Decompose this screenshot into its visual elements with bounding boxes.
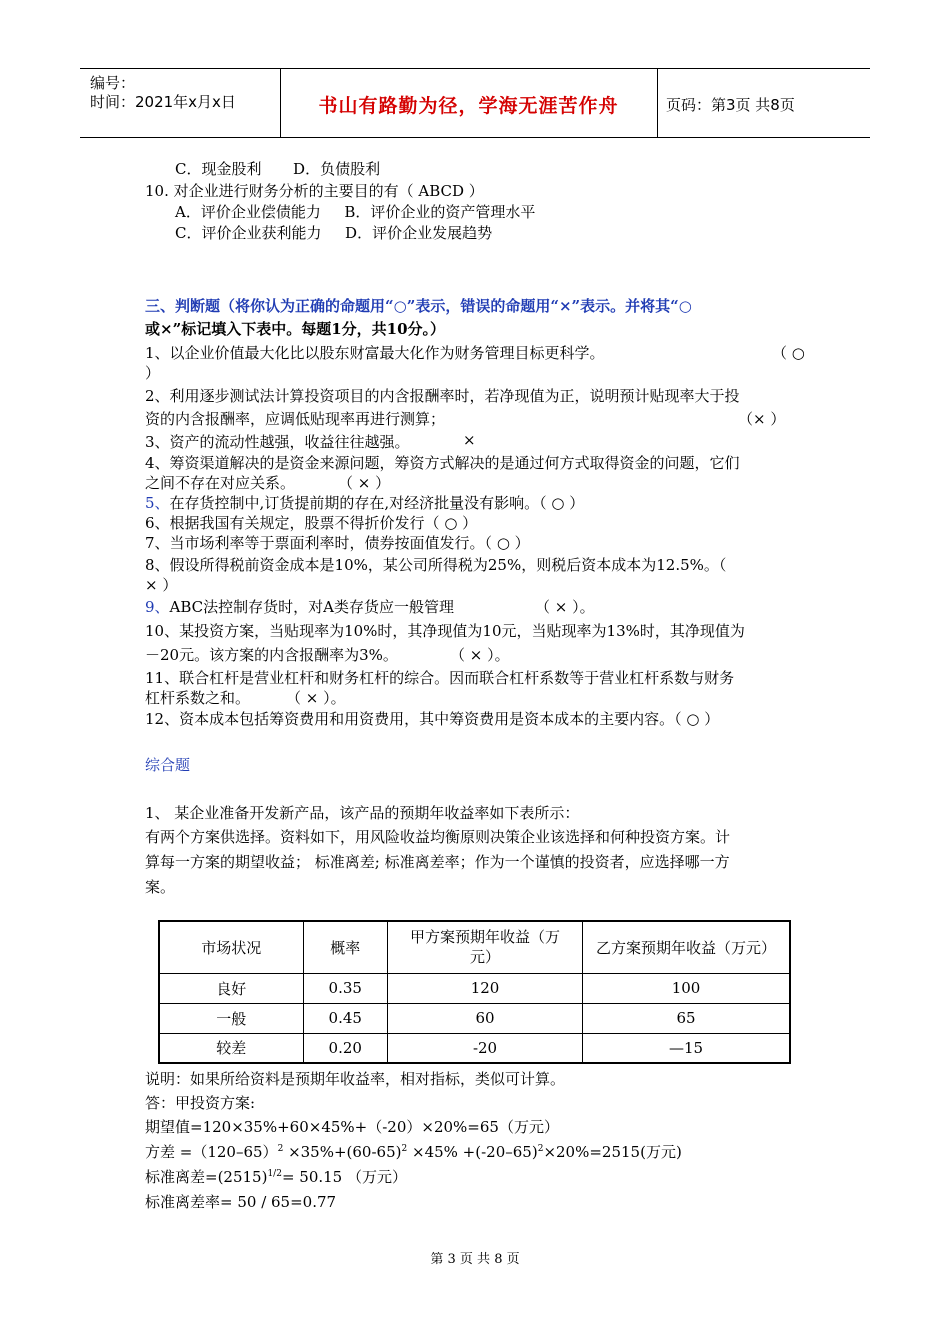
header-page-number: 页码：第3页 共8页: [666, 96, 795, 114]
table-cell: 0.45: [303, 1003, 387, 1033]
comprehensive-p2-line1: 有两个方案供选择。资料如下，用风险收益均衡原则决策企业该选择和何种投资方案。计: [145, 828, 731, 846]
page-header: [80, 68, 870, 138]
judge-item-text: 利用逐步测试法计算投资项目的内含报酬率时，若净现值为正，说明预计贴现率大于投: [169, 387, 740, 405]
section3-title-line1: [145, 295, 692, 316]
q9-option-c: C．现金股利: [175, 160, 262, 178]
table-header-cell: 市场状况: [159, 921, 303, 973]
judge-answer-1: （ ○: [772, 344, 805, 362]
table-header-cell-line: 元）: [470, 948, 501, 967]
judge-item-text: 筹资渠道解决的是资金来源问题，筹资方式解决的是通过何方式取得资金的问题，它们: [169, 454, 740, 472]
answer-variance: [145, 1141, 682, 1162]
comprehensive-title: 综合题: [145, 756, 191, 774]
serial-label: 编号：: [90, 74, 136, 92]
q9-option-d: D．负债股利: [293, 160, 381, 178]
judge-item-num: 10、: [145, 622, 180, 640]
q10-options-cd: [175, 222, 492, 243]
judge-item-num: 12、: [145, 710, 180, 728]
q10-option-b: B．评价企业的资产管理水平: [344, 203, 536, 221]
variance-part: ×35%+(60-65): [283, 1143, 402, 1161]
judge-item-9: [145, 596, 454, 617]
judge-item-text: 以企业价值最大化比以股东财富最大化作为财务管理目标更科学。: [169, 344, 605, 362]
answer-intro: 答：甲投资方案:: [145, 1094, 256, 1112]
judge-item-text: 资本成本包括筹资费用和用资费用，其中筹资费用是资本成本的主要内容。（ ○ ）: [179, 710, 720, 728]
judge-answer-2: （× ）: [738, 410, 786, 428]
judge-answer-3: ×: [463, 431, 476, 449]
judge-item-text: 根据我国有关规定，股票不得折价发行（ ○ ）: [169, 514, 478, 532]
table-header-cell-line: 甲方案预期年收益（万: [410, 928, 561, 947]
comprehensive-p2-line3: 案。: [145, 878, 176, 896]
q10-option-c: C．评价企业获利能力: [175, 224, 322, 242]
table-header-cell: [387, 921, 582, 973]
judge-item-8: [145, 554, 726, 575]
judge-item-2: [145, 385, 740, 406]
page-footer: 第 3 页 共 8 页: [430, 1252, 520, 1267]
judge-item-num: 2、: [145, 387, 170, 405]
judge-item-1: [145, 342, 605, 363]
header-divider-right: [657, 69, 658, 137]
judge-item-11-cont: 杠杆系数之和。: [145, 689, 251, 707]
table-header-cell: 概率: [303, 921, 387, 973]
table-cell: -20: [387, 1033, 582, 1063]
judge-item-text: 联合杠杆是营业杠杆和财务杠杆的综合。因而联合杠杆系数等于营业杠杆系数与财务: [179, 669, 735, 687]
judge-item-7: [145, 532, 530, 553]
answer-std-dev: [145, 1166, 407, 1187]
variance-part: 方差 =（120–65）: [145, 1143, 278, 1161]
answer-expected-value: 期望值=120×35%+60×45%+（-20）×20%=65（万元）: [145, 1118, 559, 1136]
judge-item-num: 9、: [145, 598, 170, 616]
time-label: 时间：2021年x月x日: [90, 93, 236, 111]
judge-item-11: [145, 667, 734, 688]
table-cell: 较差: [159, 1033, 303, 1063]
judge-item-text: 资产的流动性越强，收益往往越强。: [169, 433, 410, 451]
judge-item-10: [145, 620, 745, 641]
table-cell: 120: [387, 973, 582, 1003]
table-cell: 0.35: [303, 973, 387, 1003]
std-part: = 50.15 （万元）: [281, 1168, 407, 1186]
table-header-row: [159, 921, 790, 973]
judge-item-6: [145, 512, 477, 533]
table-cell: 60: [387, 1003, 582, 1033]
variance-part: ×20%=2515(万元): [543, 1143, 682, 1161]
table-row: [159, 1033, 790, 1063]
table-cell: 100: [583, 973, 790, 1003]
std-part: 标准离差=(2515): [145, 1168, 268, 1186]
exponent: 1/2: [267, 1169, 282, 1179]
judge-item-text: 当市场利率等于票面利率时，债券按面值发行。（ ○ ）: [169, 534, 530, 552]
section3-title-line2: 或×”标记填入下表中。每题1分，共10分。）: [145, 320, 446, 338]
variance-part: ×45% +(-20–65): [407, 1143, 538, 1161]
exponent: 2: [277, 1144, 284, 1154]
returns-table: [158, 920, 791, 1064]
judge-item-text: ABC法控制存货时，对A类存货应一般管理: [169, 598, 454, 616]
judge-item-num: 5、: [145, 494, 170, 512]
judge-answer-11: （ × ）。: [286, 689, 346, 707]
table-cell: 良好: [159, 973, 303, 1003]
judge-item-num: 1、: [145, 344, 170, 362]
judge-item-8-cont: × ）: [145, 576, 178, 594]
table-cell: —15: [583, 1033, 790, 1063]
judge-item-num: 4、: [145, 454, 170, 472]
judge-answer-4: （ × ）: [338, 474, 391, 492]
judge-item-num: 8、: [145, 556, 170, 574]
judge-item-12: [145, 708, 719, 729]
q10-stem: 10. 对企业进行财务分析的主要目的有（ ABCD ）: [145, 182, 484, 200]
judge-item-text: 在存货控制中,订货提前期的存在,对经济批量没有影响。（ ○ ）: [169, 494, 585, 512]
comprehensive-q1: 1、 某企业准备开发新产品，该产品的预期年收益率如下表所示：: [145, 804, 580, 822]
table-cell: 65: [583, 1003, 790, 1033]
q10-options-ab: [175, 201, 535, 222]
judge-item-text: 某投资方案，当贴现率为10%时，其净现值为10元，当贴现率为13%时，其净现值为: [179, 622, 745, 640]
judge-item-4-cont: 之间不存在对应关系。: [145, 474, 296, 492]
table-row: [159, 973, 790, 1003]
judge-item-text: 假设所得税前资金成本是10%，某公司所得税为25%，则税后资本成本为12.5%。（: [169, 556, 727, 574]
answer-note: 说明：如果所给资料是预期年收益率，相对指标，类似可计算。: [145, 1070, 566, 1088]
judge-item-10-cont: －20元。该方案的内含报酬率为3%。: [145, 646, 398, 664]
judge-answer-10: （ × ）。: [450, 646, 510, 664]
judge-item-5: [145, 492, 584, 513]
q10-option-d: D．评价企业发展趋势: [345, 224, 493, 242]
judge-item-num: 11、: [145, 669, 180, 687]
header-motto: 书山有路勤为径，学海无涯苦作舟: [318, 95, 619, 117]
judge-item-4: [145, 452, 740, 473]
section3-title-text1: 三、判断题（将你认为正确的命题用“○”表示，错误的命题用“×”表示。并将其“○: [145, 297, 692, 315]
judge-answer-9: （ × ）。: [535, 598, 595, 616]
comprehensive-p2-line2: 算每一方案的期望收益； 标准离差; 标准离差率；作为一个谨慎的投资者，应选择哪一方: [145, 853, 730, 871]
judge-item-1-cont: ）: [145, 364, 161, 382]
judge-item-2-cont: 资的内含报酬率，应调低贴现率再进行测算；: [145, 410, 446, 428]
answer-cv: 标准离差率= 50 / 65=0.77: [145, 1193, 337, 1211]
exponent: 2: [401, 1144, 408, 1154]
judge-item-num: 7、: [145, 534, 170, 552]
table-row: [159, 1003, 790, 1033]
exponent: 2: [537, 1144, 544, 1154]
judge-item-3: [145, 431, 410, 452]
table-cell: 0.20: [303, 1033, 387, 1063]
table-cell: 一般: [159, 1003, 303, 1033]
judge-item-num: 6、: [145, 514, 170, 532]
q9-options: [175, 158, 380, 179]
judge-item-num: 3、: [145, 433, 170, 451]
table-header-cell: 乙方案预期年收益（万元）: [583, 921, 790, 973]
q10-option-a: A．评价企业偿债能力: [175, 203, 321, 221]
